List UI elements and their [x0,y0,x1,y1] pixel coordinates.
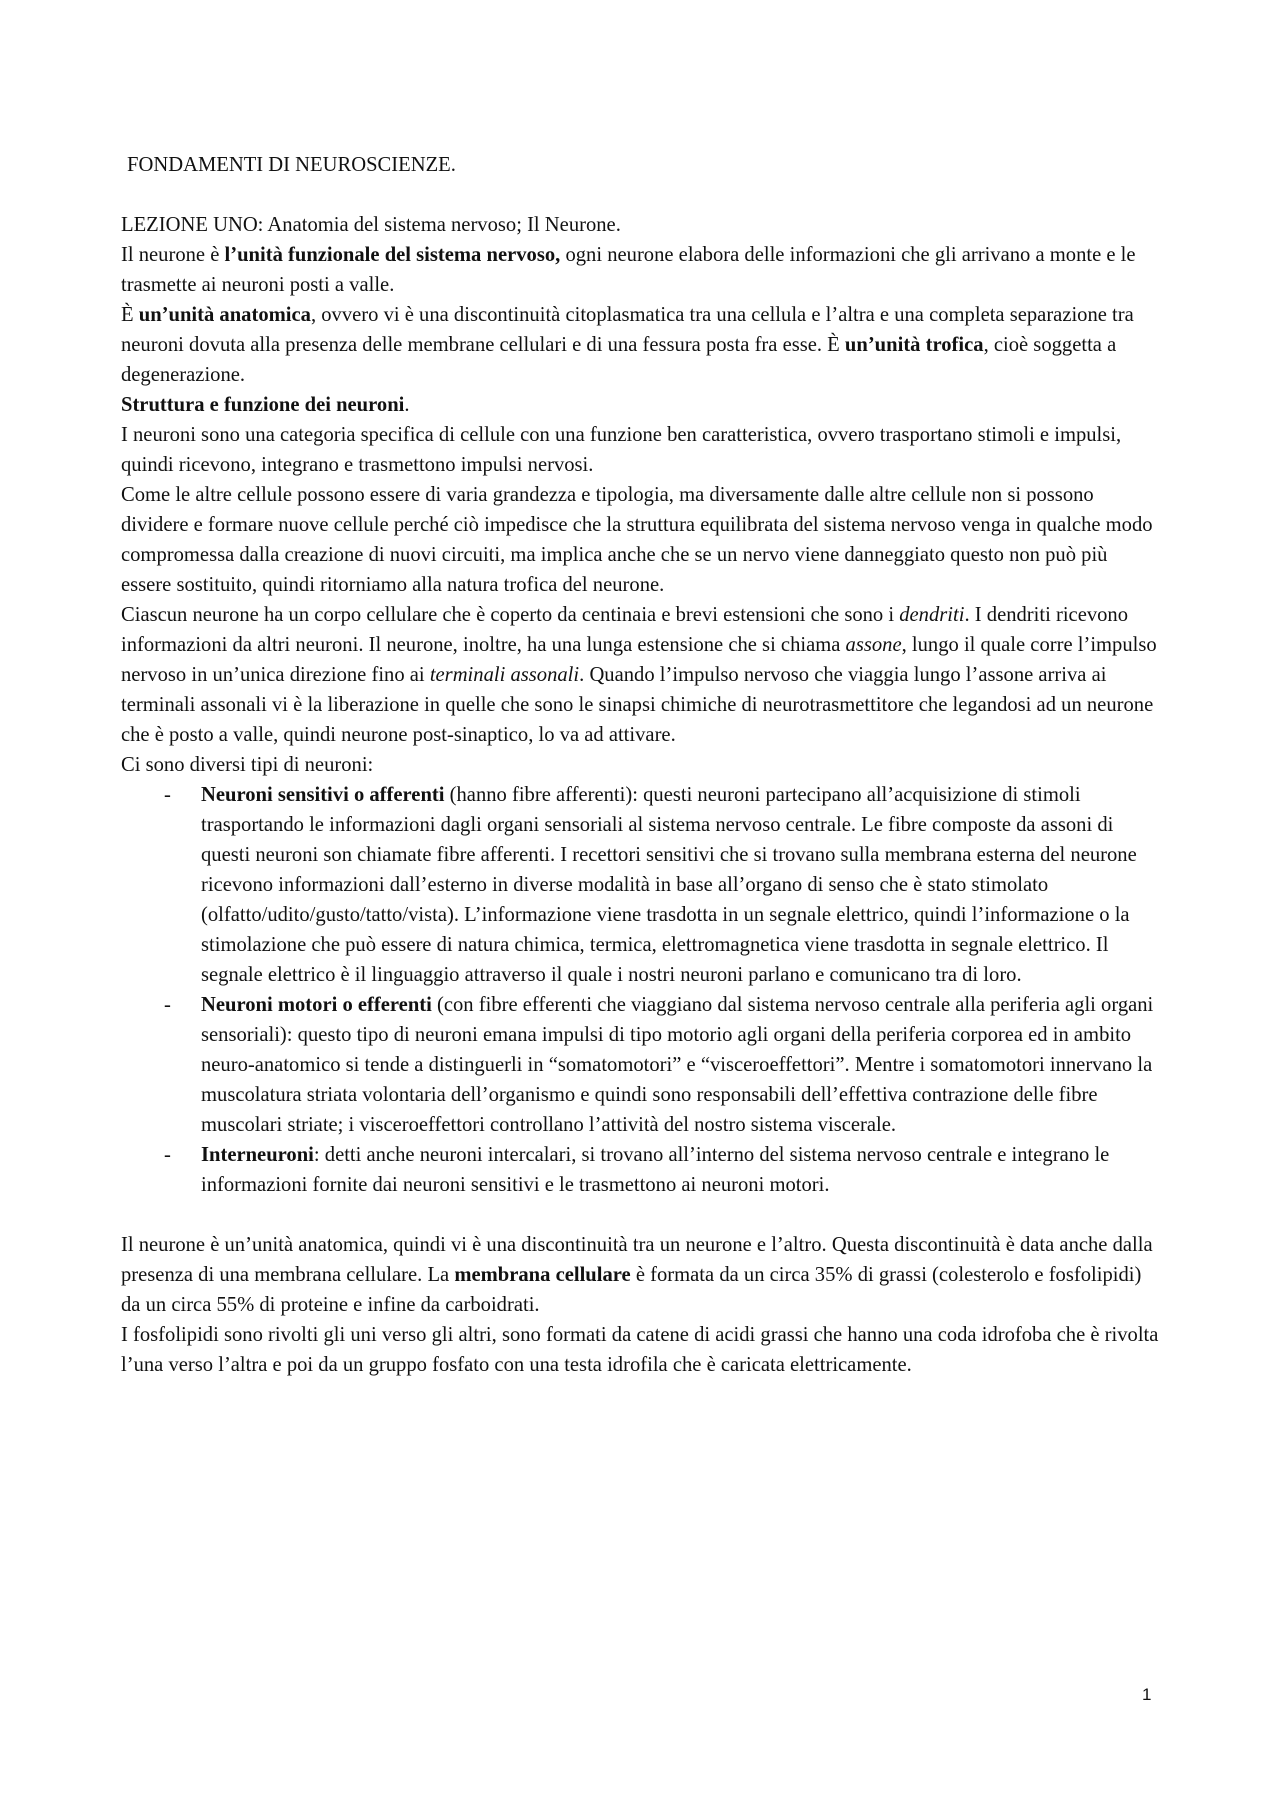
lesson-heading: LEZIONE UNO: Anatomia del sistema nervoso; Il Neurone. [121,214,621,236]
page-number: 1 [1142,1685,1152,1704]
paragraph-cell-division: Come le altre cellule possono essere di varia grandezza e tipologia, ma diversamente dalle altre cellule non si possono dividere e formare nuove cellule perché ciò impedisce che la struttura equilibrata del sistema nervoso venga in qualche modo compromessa dalla creazione di nuovi circuiti, ma implica anche che se un nervo viene danneggiato questo non può più essere sostituito, quindi ritorniamo alla natura trofica del neurone. [121,484,1153,596]
blank-line [121,180,1161,210]
paragraph-anatomical-unit: È un’unità anatomica, ovvero vi è una discontinuità citoplasmatica tra una cellula e l’altra e una completa separazione tra neuroni dovuta alla presenza delle membrane cellulari e di una fessura posta fra esse. È un’unità trofica, cioè soggetta a degenerazione. [121,304,1134,386]
list-dash: - [164,994,171,1016]
paragraph-neuron-category: I neuroni sono una categoria specifica di cellule con una funzione ben caratteristica, ovvero trasportano stimoli e impulsi, quindi ricevono, integrano e trasmettono impulsi nervosi. [121,424,1122,476]
emphasis-functional-unit: l’unità funzionale del sistema nervoso, [224,244,561,266]
paragraph-phospholipids: I fosfolipidi sono rivolti gli uni verso gli altri, sono formati da catene di acidi grassi che hanno una coda idrofoba che è rivolta l’una verso l’altra e poi da un gruppo fosfato con una testa idrofila che è caricata elettricamente. [121,1324,1159,1376]
list-item-text: (hanno fibre afferenti): questi neuroni partecipano all’acquisizione di stimoli trasportando le informazioni dagli organi sensoriali al sistema nervoso centrale. Le fibre composte da assoni di questi neuroni son chiamate fibre afferenti. I recettori sensitivi che si trovano sulla membrana esterna del neurone ricevono informazioni dall’esterno in diverse modalità in base all’organo di senso che è stato stimolato (olfatto/udito/gusto/tatto/vista). L’informazione viene trasdotta in un segnale elettrico, quindi l’informazione o la stimolazione che può essere di natura chimica, termica, elettromagnetica viene trasdotta in segnale elettrico. Il segnale elettrico è il linguaggio attraverso il quale i nostri neuroni parlano e comunicano tra di loro. [201,784,1137,986]
term-terminali-assonali: terminali assonali [429,664,580,686]
emphasis-trophic-unit: un’unità trofica [844,334,984,356]
list-item-text: : detti anche neuroni intercalari, si trovano all’interno del sistema nervoso centrale e integrano le informazioni fornite dai neuroni sensitivi e le trasmettono ai neuroni motori. [201,1144,1110,1196]
list-dash: - [164,1144,171,1166]
neuron-types-list [121,780,1161,1200]
paragraph-neuron-structure: Ciascun neurone ha un corpo cellulare che è coperto da centinaia e brevi estensioni che sono i dendriti. I dendriti ricevono informazioni da altri neuroni. Il neurone, inoltre, ha una lunga estensione che si chiama assone, lungo il quale corre l’impulso nervoso in un’unica direzione fino ai terminali assonali. Quando l’impulso nervoso che viaggia lungo l’assone arriva ai terminali assonali vi è la liberazione in quelle che sono le sinapsi chimiche di neurotrasmettitore che legandosi ad un neurone che è posto a valle, quindi neurone post-sinaptico, lo va ad attivare. [121,604,1157,746]
paragraph-functional-unit: Il neurone è l’unità funzionale del sistema nervoso, ogni neurone elabora delle informazioni che gli arrivano a monte e le trasmette ai neuroni posti a valle. [121,244,1136,296]
types-intro: Ci sono diversi tipi di neuroni: [121,754,374,776]
emphasis-anatomical-unit: un’unità anatomica [138,304,311,326]
term-dendriti: dendriti [899,604,965,626]
paragraph-cell-membrane: Il neurone è un’unità anatomica, quindi vi è una discontinuità tra un neurone e l’altro. Questa discontinuità è data anche dalla presenza di una membrana cellulare. La membrana cellulare è formata da un circa 35% di grassi (colesterolo e fosfolipidi) da un circa 55% di proteine e infine da carboidrati. [121,1234,1153,1316]
document-page [121,150,1161,1380]
list-item [121,1140,1161,1200]
list-item-label: Neuroni sensitivi o afferenti [201,784,445,806]
list-item-text: (con fibre efferenti che viaggiano dal sistema nervoso centrale alla periferia agli organi sensoriali): questo tipo di neuroni emana impulsi di tipo motorio agli organi della periferia corporea ed in ambito neuro-anatomico si tende a distinguerli in “somatomotori” e “visceroeffettori”. Mentre i somatomotori innervano la muscolatura striata volontaria dell’organismo e quindi sono responsabili dell’effettiva contrazione delle fibre muscolari striate; i visceroeffettori controllano l’attività del nostro sistema viscerale. [201,994,1154,1136]
section-heading: Struttura e funzione dei neuroni. [121,394,410,416]
blank-line [121,1200,1161,1230]
list-item [121,990,1161,1140]
list-item-label: Neuroni motori o efferenti [201,994,432,1016]
emphasis-membrana-cellulare: membrana cellulare [454,1264,631,1286]
list-dash: - [164,784,171,806]
term-assone: assone [845,634,902,656]
list-item-label: Interneuroni [201,1144,314,1166]
list-item [121,780,1161,990]
document-title: FONDAMENTI DI NEUROSCIENZE. [127,154,456,176]
